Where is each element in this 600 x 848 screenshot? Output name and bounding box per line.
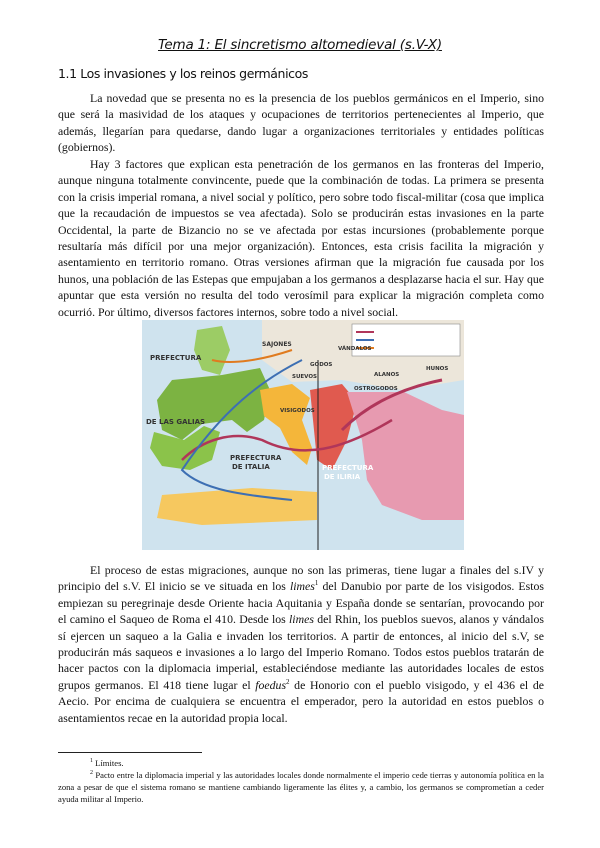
footnote-separator xyxy=(58,752,202,753)
footnote-ref-2: 2 xyxy=(286,677,290,686)
map-label-visigodos: VISIGODOS xyxy=(280,408,315,414)
map-label-vandalos: VÁNDALOS xyxy=(338,346,372,352)
map-label-alanos: ALANOS xyxy=(374,372,400,378)
map-label-godos: GODOS xyxy=(310,362,333,368)
map-label-prefectura-galias: PREFECTURA xyxy=(150,354,202,362)
section-heading: 1.1 Los invasiones y los reinos germánicos xyxy=(58,66,308,81)
term-limes: limes xyxy=(289,579,315,594)
footnote-2: $^2$ Pacto entre la diplomacia imperial y las autoridades locales donde normalmente el imperio cede tierras y autonomía política en la zona a pesar de que el sistema romano se mantiene cambiando ligeramente las élites y, a cambio, los germanos se comprometían a ceder ayuda militar al Imperio. xyxy=(58,770,544,804)
map-label-prefectura-iliria: PREFECTURA xyxy=(322,464,374,472)
map-label-de-las-galias: DE LAS GALIAS xyxy=(146,418,206,426)
paragraph-1: La novedad que se presenta no es la presencia de los pueblos germánicos en el Imperio, sino que será la masividad de los ataques y ocupaciones de territorios pertenecientes al Imperio, que además, llegarían para quedarse, dando lugar a organizaciones territoriales y entidades políticas (gobiernos). xyxy=(58,91,544,155)
migrations-map xyxy=(142,320,464,550)
map-label-suevos: SUEVOS xyxy=(292,374,317,380)
term-limes: limes xyxy=(289,612,314,627)
map-label-prefectura-italia: PREFECTURA xyxy=(230,454,282,462)
map-label-hunos: HUNOS xyxy=(426,366,449,372)
paragraph-3: El proceso de estas migraciones, aunque no son las primeras, tiene lugar a finales del s.IV y principio del s.V. El inicio se ve situada en los limes$^1$ del Danubio por parte de los visigodos. Estos empiezan su peregrinaje desde Oriente hacia Aquitania y España donde se sentarían, provocando por el camino el Saqueo de Roma el 410. Desde los limes del Rhin, los pueblos suevos, alanos y vándalos sí ejercen un saqueo a la Galia e invaden los territorios. A partir de entonces, al inicio del s.V, se producirán más saqueos e invasiones a lo largo del Imperio Romano. Todos estos pueblos tratarán de hacer pactos con la diplomacia imperial, estableciéndose mediante las autoridades locales de estos grupos germanos. El 418 tiene lugar el foedus$^2$ de Honorio con el pueblo visigodo, y el 436 el de Aecio. Por encima de cualquiera se encuentra el emperador, pero la autoridad en estos pueblos o asentamientos recae en la autoridad propia local. xyxy=(58,563,544,725)
map-label-ostrogodos: OSTROGODOS xyxy=(354,386,398,392)
map-label-sajones: SAJONES xyxy=(262,341,292,348)
footnote-1: $^1$ Límites. xyxy=(90,758,124,768)
footnote-ref-1: 1 xyxy=(314,579,319,588)
map-label-de-italia: DE ITALIA xyxy=(232,463,270,471)
term-foedus: foedus xyxy=(255,677,287,692)
map-label-de-iliria: DE ILIRIA xyxy=(324,473,361,481)
paragraph-2: Hay 3 factores que explican esta penetración de los germanos en las fronteras del Imperio, aunque ninguna totalmente convincente, puede que la combinación de todas. La primera se presenta con la crisis imperial romana, a nivel social y político, pero sobre todo fiscal-militar (cosa que implica que la recaudación de impuestos se vea afectada). Solo se producirán estas invasiones en la parte Occidental, la parte de Bizancio no se ve afectada por estas incursiones (probablemente porque resultaría más difícil por una mejor organización). Entonces, esta crisis facilita la migración y asentamiento en territorio romano. Otras versiones afirman que la migración fue causada por los hunos, una población de las Estepas que empujaban a los germanos a desplazarse hacia el sur. Hay que apuntar que esta versión no resulta del todo verosímil para explicar la migración completa como ocurrió. Por último, diversos factores internos, sobre todo a nivel social. xyxy=(58,157,544,319)
document-title: Tema 1: El sincretismo altomedieval (s.V-X) xyxy=(158,37,442,53)
